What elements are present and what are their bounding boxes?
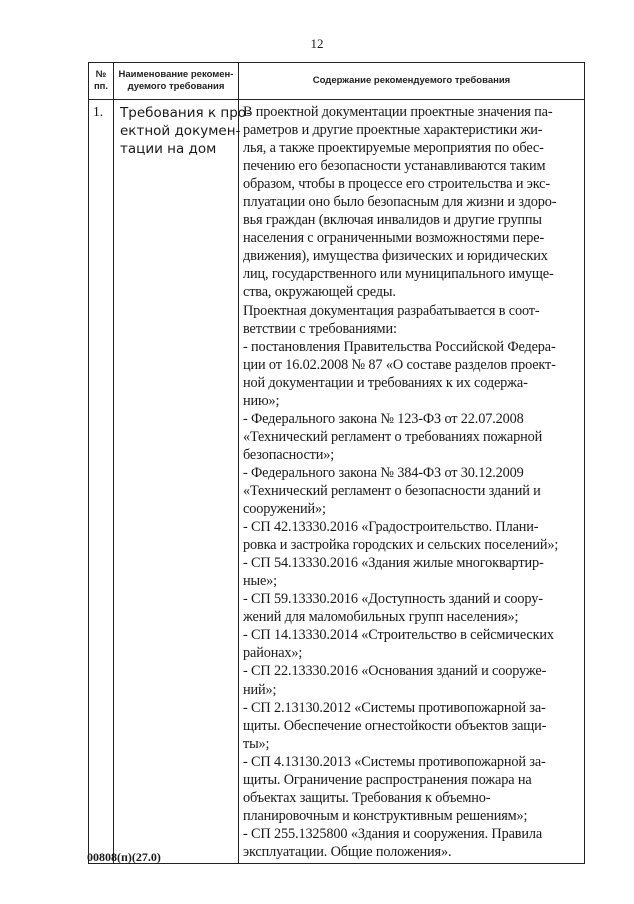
content-line: лиц, государственного или муниципального имуще- [243, 266, 554, 283]
content-line: ной документации и требованиях к их содержа- [243, 374, 528, 391]
content-line: лья, а также проектируемые мероприятия по обес- [243, 140, 544, 157]
content-line: ветствии с требованиями: [243, 320, 397, 337]
content-line: эксплуатации. Общие положения». [243, 843, 452, 860]
content-line: щиты. Ограничение распространения пожара на [243, 771, 532, 788]
content-line: - Федерального закона № 384-ФЗ от 30.12.2009 [243, 464, 524, 481]
content-line: раметров и другие проектные характеристики жи- [243, 122, 543, 139]
page-number: 12 [310, 36, 324, 51]
content-line: печению его безопасности устанавливаются таким [243, 158, 546, 175]
table-row [89, 100, 585, 864]
table-header-row [89, 63, 585, 100]
content-line: щиты. Обеспечение огнестойкости объектов защи- [243, 717, 547, 734]
requirement-name-line: Требования к про- [120, 105, 251, 121]
content-line: ные»; [243, 573, 277, 590]
content-line: «Технический регламент о требованиях пожарной [243, 428, 543, 445]
header-name: Наименование рекомен-дуемого требования [114, 63, 239, 100]
content-line: населения с ограниченными возможностями пере- [243, 230, 545, 247]
row-number: 1. [89, 100, 114, 864]
content-line: сооружений»; [243, 501, 326, 518]
content-line: - СП 42.13330.2016 «Градостроительство. Плани- [243, 519, 539, 536]
content-line: - СП 2.13130.2012 «Системы противопожарной за- [243, 699, 546, 716]
footer-code: 00808(п)(27.0) [87, 850, 161, 864]
content-line: вья граждан (включая инвалидов и другие группы [243, 212, 542, 229]
content-line: «Технический регламент о безопасности зданий и [243, 482, 541, 499]
content-line: Проектная документация разрабатывается в соот- [243, 302, 540, 319]
header-content: Содержание рекомендуемого требования [239, 63, 585, 100]
content-line: - Федерального закона № 123-ФЗ от 22.07.2008 [243, 410, 524, 427]
content-line: безопасности»; [243, 446, 335, 463]
content-line: - СП 59.13330.2016 «Доступность зданий и соору- [243, 591, 543, 608]
content-line: - СП 255.1325800 «Здания и сооружения. Правила [243, 825, 543, 842]
requirement-name [114, 100, 251, 864]
requirement-content [239, 100, 585, 864]
content-line: ты»; [243, 735, 270, 752]
content-line: жений для маломобильных групп населения»; [243, 609, 519, 626]
content-line: ства, окружающей среды. [243, 284, 396, 301]
header-num: № пп. [89, 63, 114, 100]
content-line: движения), имущества физических и юридических [243, 248, 548, 265]
requirements-table [88, 62, 585, 864]
content-line: - СП 14.13330.2014 «Строительство в сейсмических [243, 627, 554, 644]
content-line: образом, чтобы в процессе его строительства и экс- [243, 176, 550, 193]
content-line: ний»; [243, 681, 277, 698]
content-line: - СП 54.13330.2016 «Здания жилые многоквартир- [243, 555, 544, 572]
content-line: - постановления Правительства Российской Федера- [243, 338, 556, 355]
content-line: плуатации оно было безопасным для жизни и здоро- [243, 194, 557, 211]
requirement-name-line: тации на дом [120, 141, 217, 157]
content-line: - СП 22.13330.2016 «Основания зданий и сооруже- [243, 663, 547, 680]
content-line: ции от 16.02.2008 № 87 «О составе разделов проект- [243, 356, 556, 373]
content-line: ровка и застройка городских и сельских поселений»; [243, 537, 559, 554]
content-line: нию»; [243, 392, 280, 409]
content-line: планировочным и конструктивным решениям»; [243, 807, 528, 824]
content-line: - СП 4.13130.2013 «Системы противопожарной за- [243, 753, 546, 770]
content-line: районах»; [243, 645, 303, 662]
content-line: В проектной документации проектные значения па- [243, 104, 553, 120]
requirement-name-line: ектной докумен- [120, 123, 241, 139]
content-line: объектах защиты. Требования к объемно- [243, 789, 491, 806]
